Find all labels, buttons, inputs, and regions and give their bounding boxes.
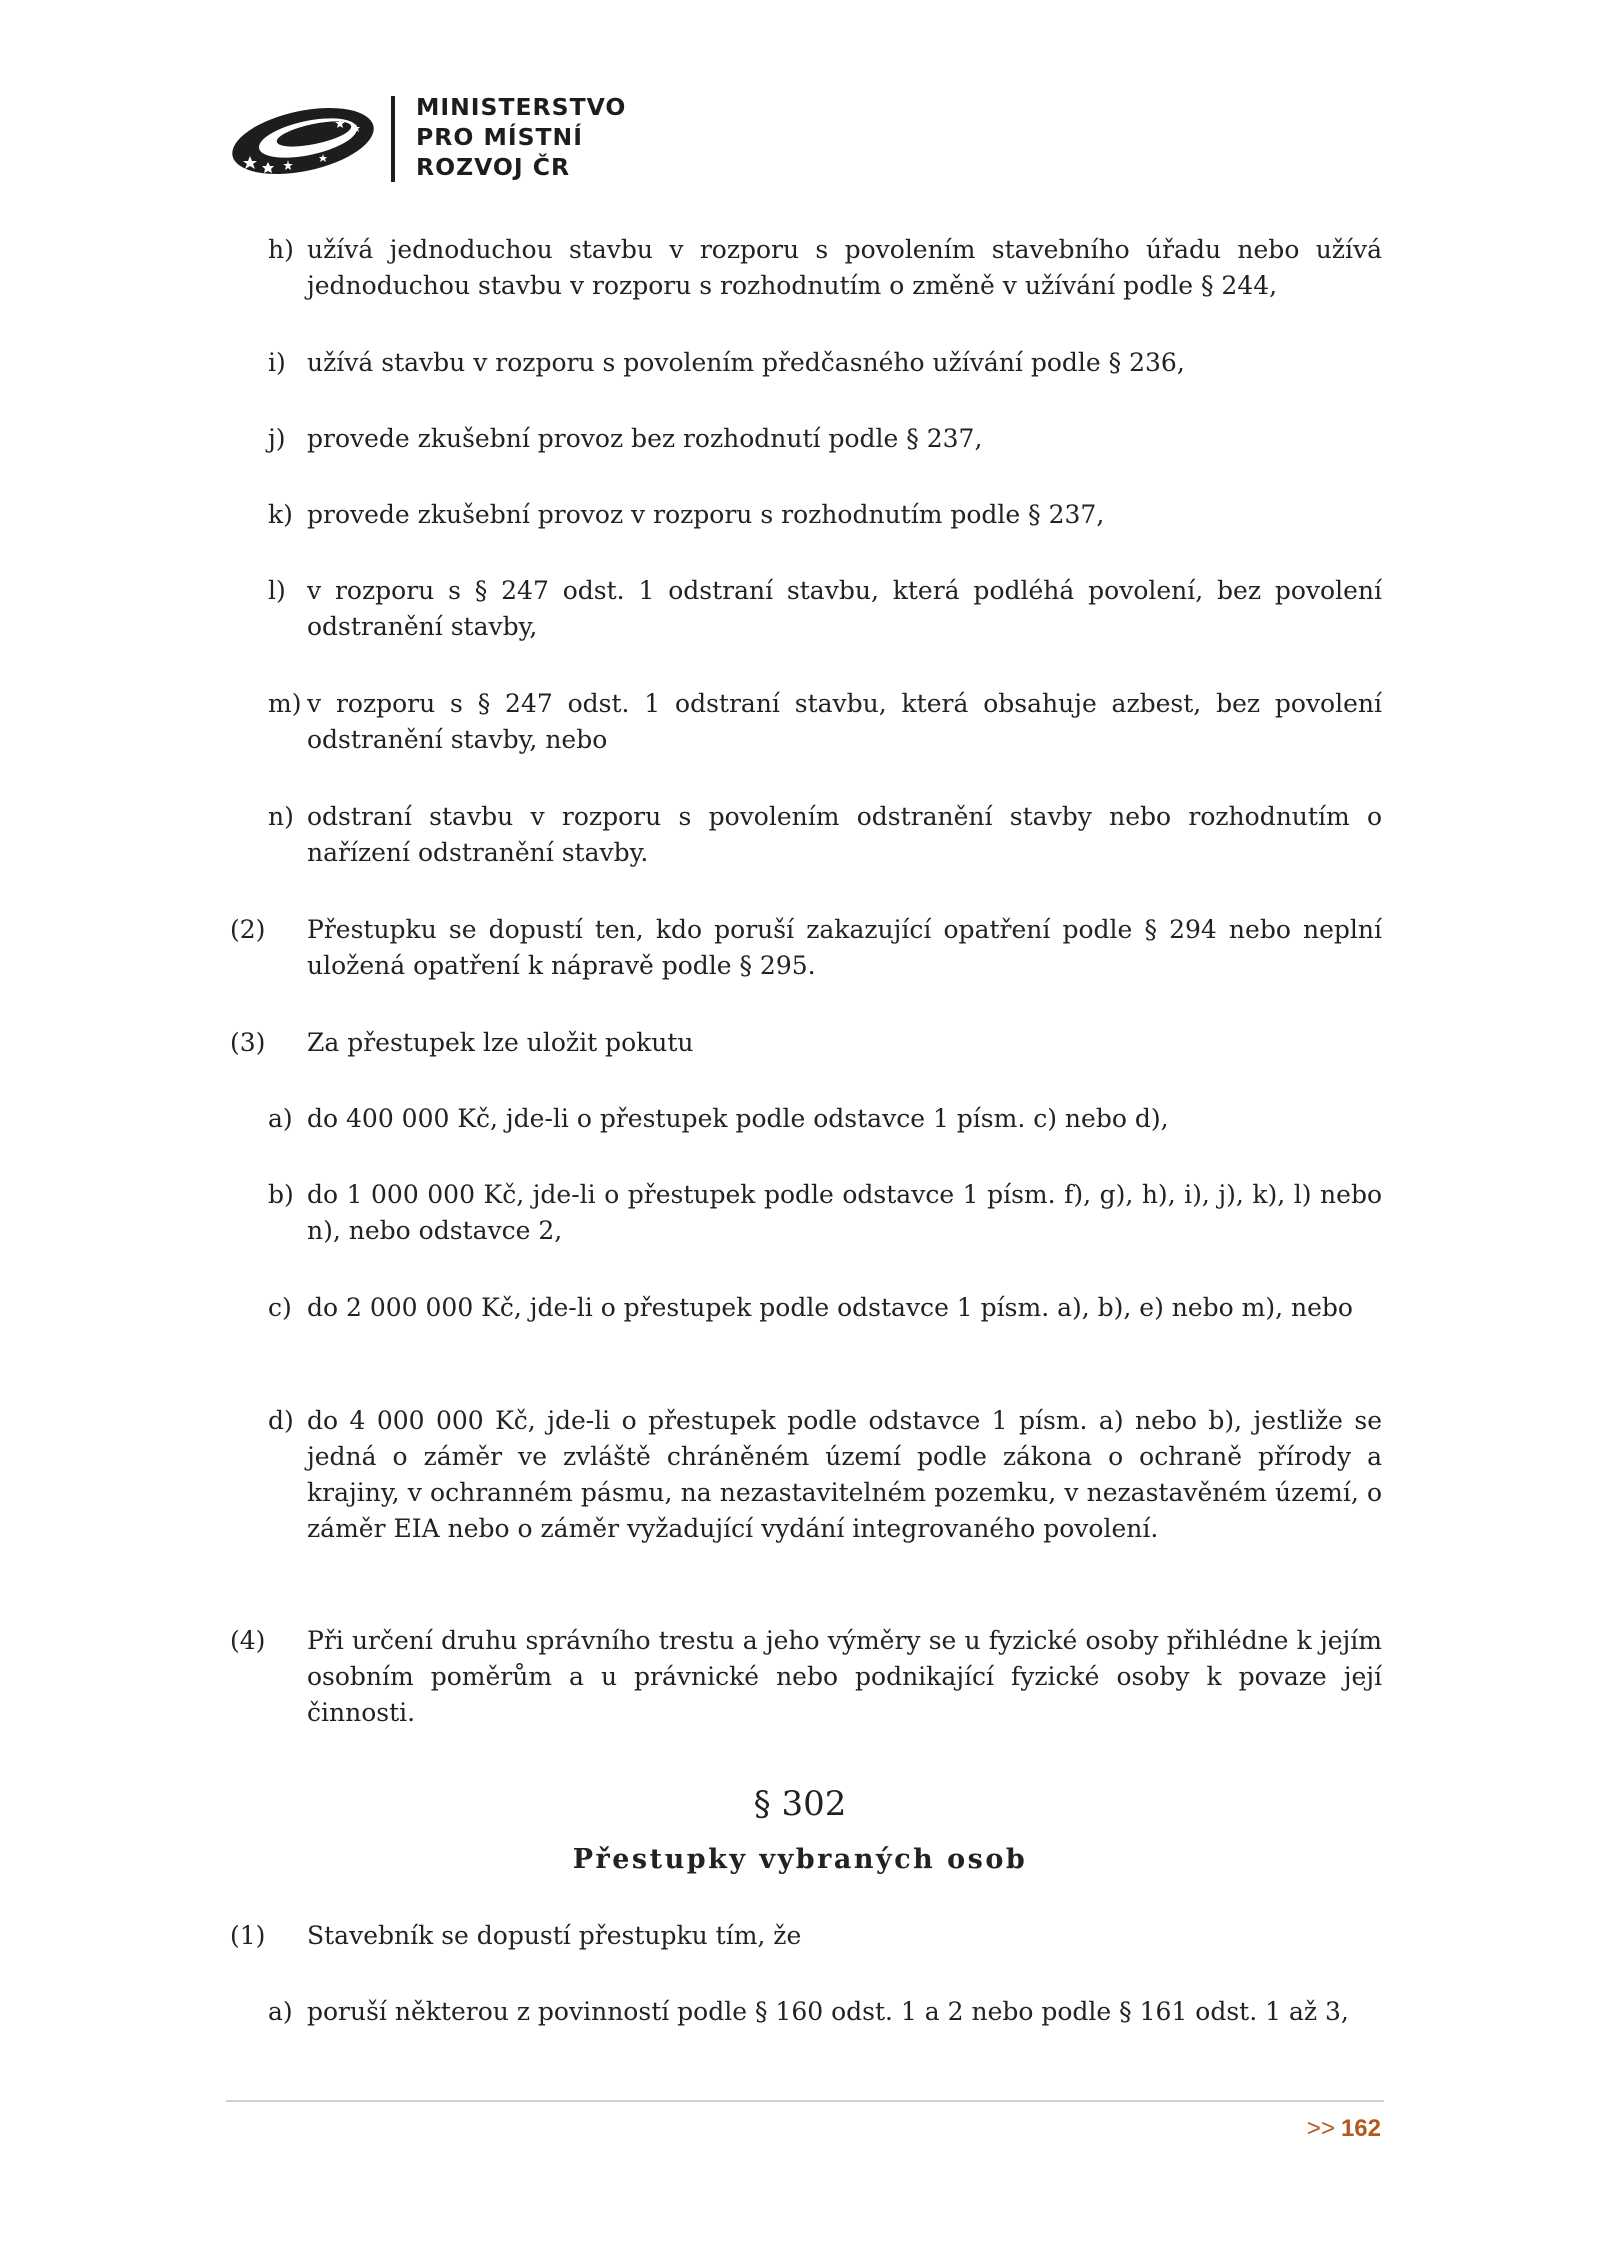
- item-i-label: i): [268, 348, 286, 377]
- fine-a-text: do 400 000 Kč, jde-li o přestupek podle odstavce 1 písm. c) nebo d),: [307, 1104, 1169, 1133]
- section-paragraph-1-label: (1): [230, 1921, 266, 1950]
- logo-divider: [391, 96, 395, 182]
- item-l-label: l): [268, 576, 286, 605]
- ministry-emblem-icon: [228, 94, 378, 184]
- fine-b-label: b): [268, 1180, 294, 1209]
- fine-c-text: do 2 000 000 Kč, jde-li o přestupek podle odstavce 1 písm. a), b), e) nebo m), nebo: [307, 1293, 1353, 1322]
- item-n-text: odstraní stavbu v rozporu s povolením odstranění stavby nebo rozhodnutím o nařízení odstranění stavby.: [307, 802, 1382, 867]
- item-j-label: j): [268, 424, 286, 453]
- section-item-a-label: a): [268, 1997, 293, 2026]
- page-number-value: 162: [1340, 2115, 1381, 2142]
- item-l-text: v rozporu s § 247 odst. 1 odstraní stavbu, která podléhá povolení, bez povolení odstranění stavby,: [307, 576, 1382, 641]
- item-k-label: k): [268, 500, 293, 529]
- item-h-text: užívá jednoduchou stavbu v rozporu s povolením stavebního úřadu nebo užívá jednoduchou stavbu v rozporu s rozhodnutím o změně v užívání podle § 244,: [307, 235, 1382, 300]
- section-number: § 302: [753, 1784, 847, 1824]
- section-paragraph-1-text: Stavebník se dopustí přestupku tím, že: [307, 1921, 802, 1950]
- logo-line-2: PRO MÍSTNÍ: [416, 123, 583, 151]
- paragraph-4-label: (4): [230, 1626, 266, 1655]
- paragraph-2-text: Přestupku se dopustí ten, kdo poruší zakazující opatření podle § 294 nebo neplní uložená opatření k nápravě podle § 295.: [307, 915, 1382, 980]
- page-arrows: >>: [1306, 2115, 1335, 2142]
- fine-b-text: do 1 000 000 Kč, jde-li o přestupek podle odstavce 1 písm. f), g), h), i), j), k), l) nebo n), nebo odstavce 2,: [307, 1180, 1382, 1245]
- paragraph-4-text: Při určení druhu správního trestu a jeho výměry se u fyzické osoby přihlédne k jejím osobním poměrům a u právnické nebo podnikající fyzické osoby k povaze její činnosti.: [307, 1626, 1382, 1727]
- section-item-a-text: poruší některou z povinností podle § 160 odst. 1 a 2 nebo podle § 161 odst. 1 až 3,: [307, 1997, 1349, 2026]
- section-title: Přestupky vybraných osob: [572, 1844, 1028, 1875]
- logo-line-1: MINISTERSTVO: [416, 93, 627, 121]
- item-k-text: provede zkušební provoz v rozporu s rozhodnutím podle § 237,: [307, 500, 1105, 529]
- logo-line-3: ROZVOJ ČR: [416, 153, 571, 181]
- footer-divider: [226, 2100, 1384, 2102]
- paragraph-3-text: Za přestupek lze uložit pokutu: [307, 1028, 694, 1057]
- item-n-label: n): [268, 802, 294, 831]
- ministry-logo: [228, 88, 648, 188]
- paragraph-2-label: (2): [230, 915, 266, 944]
- fine-d-label: d): [268, 1406, 294, 1435]
- item-m-label: m): [268, 689, 302, 718]
- paragraph-3-label: (3): [230, 1028, 266, 1057]
- item-i-text: užívá stavbu v rozporu s povolením předčasného užívání podle § 236,: [307, 348, 1185, 377]
- item-m-text: v rozporu s § 247 odst. 1 odstraní stavbu, která obsahuje azbest, bez povolení odstranění stavby, nebo: [307, 689, 1382, 754]
- logo-wordmark: [416, 92, 626, 182]
- fine-c-label: c): [268, 1293, 292, 1322]
- page-number: [1307, 2113, 1381, 2145]
- fine-a-label: a): [268, 1104, 293, 1133]
- fine-d-text: do 4 000 000 Kč, jde-li o přestupek podle odstavce 1 písm. a) nebo b), jestliže se jedná o záměr ve zvláště chráněném území podle zákona o ochraně přírody a krajiny, v ochranném pásmu, na nezastavitelném pozemku, v nezastavěném území, o záměr EIA nebo o záměr vyžadující vydání integrovaného povolení.: [307, 1406, 1382, 1543]
- item-h-label: h): [268, 235, 294, 264]
- item-j-text: provede zkušební provoz bez rozhodnutí podle § 237,: [307, 424, 983, 453]
